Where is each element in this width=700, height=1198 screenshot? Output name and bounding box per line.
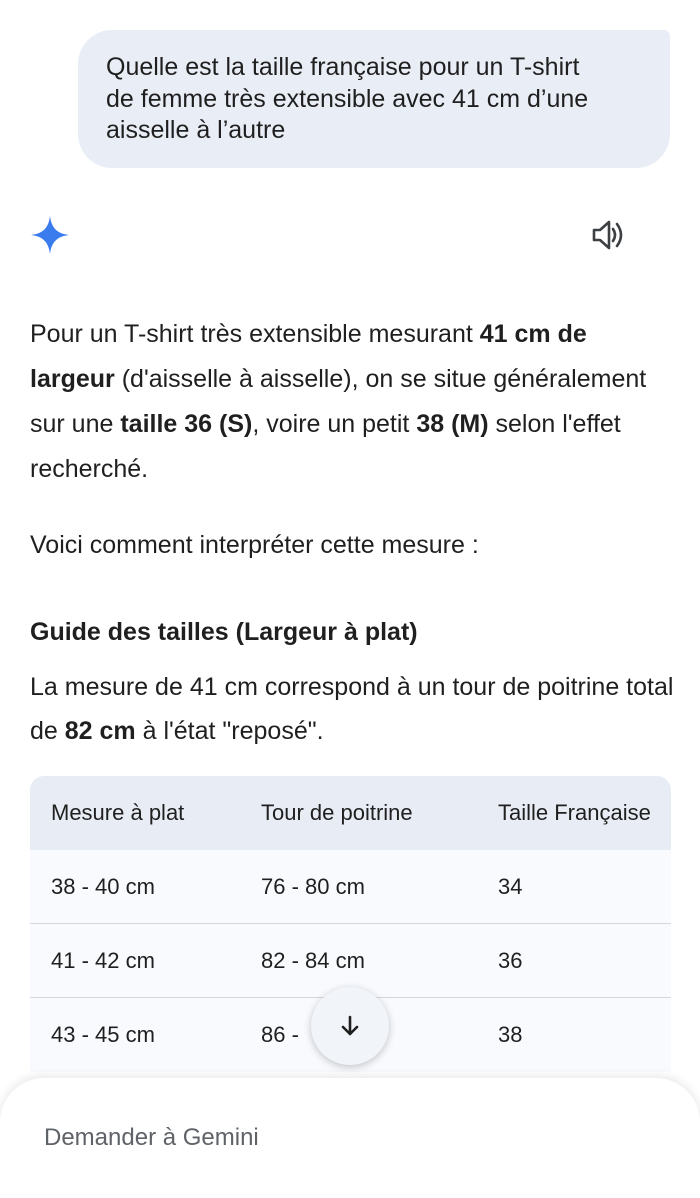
table-cell: 43 - 45 cm (51, 1022, 155, 1047)
response-paragraph (30, 665, 675, 753)
response-text: selon l'effet recherché. (30, 410, 621, 483)
response-bold-text: 41 cm de largeur (30, 320, 587, 393)
response-bold-text: taille 36 (S) (120, 410, 253, 438)
response-text: , voire un petit (252, 410, 417, 438)
table-header-cell: Taille Française (498, 800, 651, 825)
response-text: (d'aisselle à aisselle), on se situe généralement sur une (30, 365, 647, 438)
table-row (30, 850, 671, 924)
response-paragraph (30, 312, 675, 492)
table-cell: 86 - (261, 1022, 299, 1047)
table-header-row (30, 776, 671, 850)
response-bold-text: 82 cm (64, 717, 136, 745)
table-cell: 41 - 42 cm (51, 947, 155, 973)
section-heading: Guide des tailles (Largeur à plat) (30, 618, 418, 646)
scroll-to-bottom-button[interactable] (311, 987, 389, 1065)
table-header-cell: Mesure à plat (51, 800, 185, 825)
table-cell: 34 (498, 873, 523, 899)
user-message-line: Quelle est la taille française pour un T-shirt (106, 53, 580, 81)
response-text: La mesure de 41 cm correspond à un tour de poitrine total de (30, 673, 674, 745)
prompt-input[interactable]: Demander à Gemini (44, 1124, 259, 1151)
user-message-line: de femme très extensible avec 41 cm d’une (106, 84, 589, 113)
response-text: à l'état "reposé". (135, 717, 324, 745)
table-cell: 82 - 84 cm (261, 947, 365, 973)
response-bold-text: 38 (M) (416, 410, 489, 438)
response-paragraph: Voici comment interpréter cette mesure : (30, 531, 479, 559)
user-message-bubble (78, 30, 670, 168)
arrow-down-icon (339, 1014, 361, 1038)
table-cell: 36 (498, 947, 523, 973)
table-cell: 76 - 80 cm (261, 873, 365, 899)
table-cell: 38 - 40 cm (51, 873, 155, 899)
table-header-cell: Tour de poitrine (261, 800, 413, 825)
speaker-icon[interactable] (590, 218, 628, 252)
gemini-sparkle-icon (30, 215, 70, 255)
user-message-line: aisselle à l’autre (106, 116, 286, 144)
response-text: Pour un T-shirt très extensible mesurant (30, 320, 480, 348)
table-cell: 38 (498, 1022, 523, 1047)
